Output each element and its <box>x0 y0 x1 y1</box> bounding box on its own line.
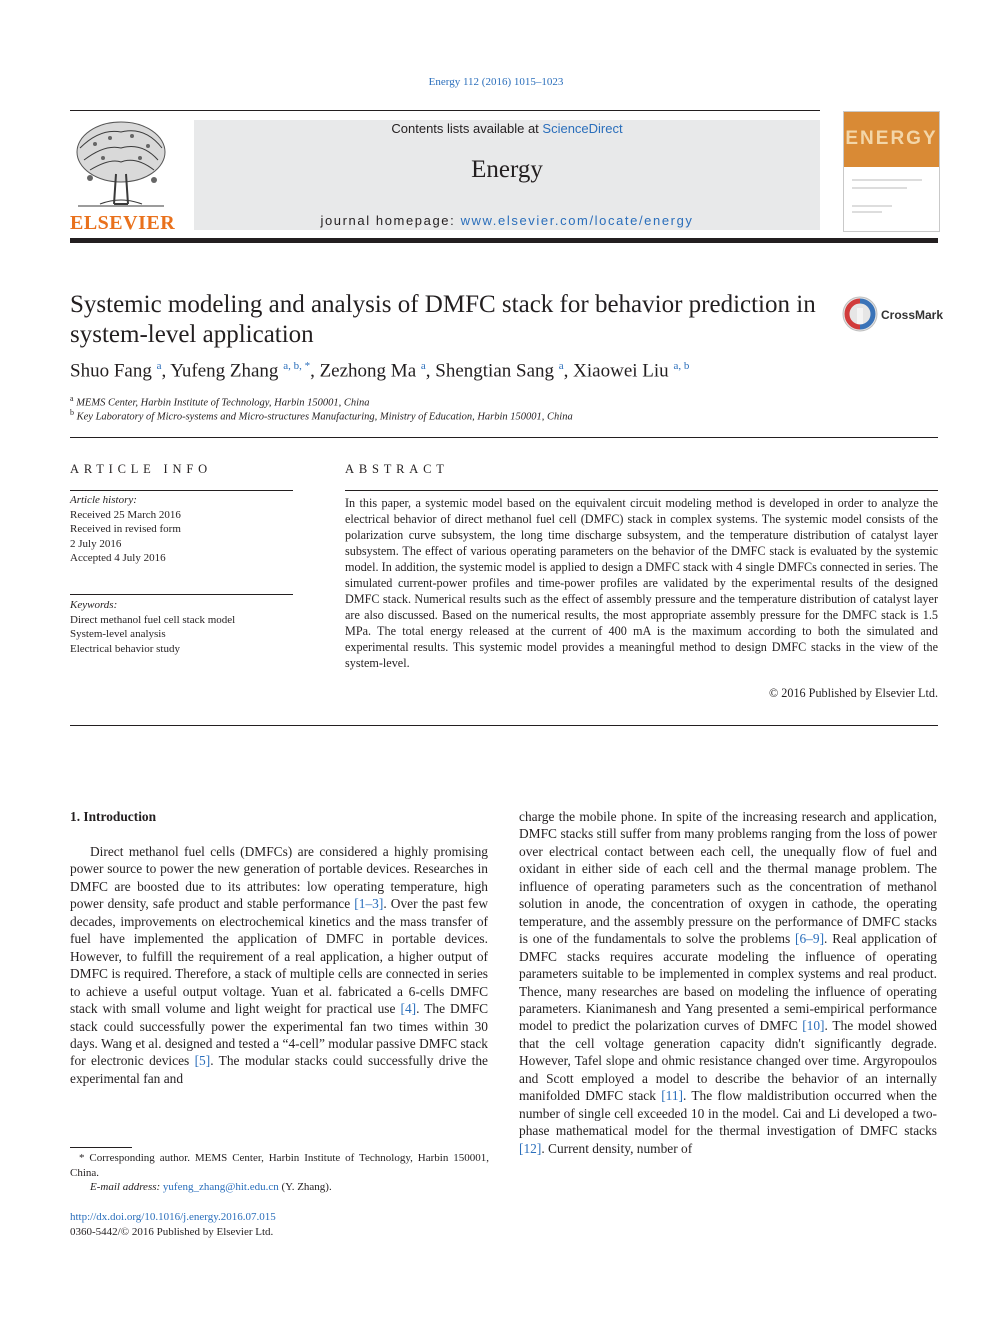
affiliation-marker: a <box>70 394 74 403</box>
keywords-rule <box>70 594 293 595</box>
citation-link[interactable]: [10] <box>802 1018 825 1034</box>
article-title: Systemic modeling and analysis of DMFC stack for behavior prediction in system-level application <box>70 291 816 348</box>
issn-line: 0360-5442/© 2016 Published by Elsevier Ltd. <box>70 1226 274 1238</box>
doi-block <box>70 1210 276 1240</box>
author-name[interactable]: Shuo Fang <box>70 360 152 382</box>
affiliation-marker: b <box>70 408 74 417</box>
affiliation-b <box>70 408 573 423</box>
article-info-rule <box>70 490 293 491</box>
email-suffix: (Y. Zhang). <box>278 1181 332 1194</box>
author-affil-marker[interactable]: a <box>156 360 162 372</box>
footnote <box>70 1151 489 1195</box>
crossmark-icon[interactable] <box>842 296 878 332</box>
history-item: Received 25 March 2016 <box>70 508 181 521</box>
homepage-link[interactable]: www.elsevier.com/locate/energy <box>460 213 694 228</box>
body-text: . The DMFC stack could successfully power the experimental fan two times within 30 days. Wang et al. designed and tested a “4-cell” modular passive DMFC stack for electronic devices <box>70 1001 489 1069</box>
citation-link[interactable]: [4] <box>400 1001 417 1017</box>
citation-link[interactable]: [1–3] <box>354 896 384 912</box>
author-name[interactable]: Zezhong Ma <box>319 360 417 382</box>
abstract-heading: ABSTRACT <box>345 462 449 476</box>
intro-heading: 1. Introduction <box>70 809 157 824</box>
body-text: . Over the past few decades, improvements on electrochemical kinetics and the mass transfer of fuel have implemented the application of DMFC in portable devices. However, to fulfill the requirement of a real application, a higher output of DMFC is required. Therefore, a stack of multiple cells are connected in series to achieve a useful output voltage. Yuan et al. fabricated a 6-cells DMFC stack with small volume and light weight for practical use <box>70 896 488 1017</box>
journal-homepage <box>194 213 820 228</box>
body-column-left <box>70 843 488 1087</box>
affiliation-text: Key Laboratory of Micro-systems and Micro-structures Manufacturing, Ministry of Education, Harbin 150001, China <box>76 411 573 423</box>
abstract-text: In this paper, a systemic model based on the equivalent circuit modeling method is developed in order to analyze the electrical behavior of direct methanol fuel cell (DMFC) stack in complex systems. The systemic model consists of the polarization curve subsystem, the long time discharge subsystem, and the temperature distribution of catalyst layer subsystem. The effect of various operating parameters on the behavior of the DMFC stack is evaluated by the systemic model. In addition, the systemic model is applied to design a DMFC stack with 4 single DMFCs connected in series. The simulated current-power profiles and time-power profiles are validated by the experimental results of the designed DMFC stack. Numerical results such as the effect of assembly pressure and the temperature distribution of catalyst layer are also discussed. Based on the numerical results, the most appropriate assembly pressure for the DMFC stack is 1.5 MPa. The total energy released at the current of 400 mA is the maximum according to both the simulated and experimental results. This systemic model provides a meaningful method to design DMFC stacks in the view of the system-level. <box>345 496 938 670</box>
doi-link[interactable]: http://dx.doi.org/10.1016/j.energy.2016.07.015 <box>70 1211 276 1223</box>
footnote-rule <box>70 1147 132 1148</box>
author-name[interactable]: Yufeng Zhang <box>170 360 279 382</box>
abstract-copyright: © 2016 Published by Elsevier Ltd. <box>768 686 938 700</box>
citation-link[interactable]: [11] <box>661 1088 684 1104</box>
author-name[interactable]: Xiaowei Liu <box>573 360 669 382</box>
header-thick-rule <box>70 238 938 243</box>
author-list: Shuo Fang $^a$, Yufeng Zhang $^{a, b, *}$, Zezhong Ma $^a$, Shengtian Sang $^a$, Xiaowei Liu $^{a, b}$ <box>70 360 690 382</box>
intro-paragraph <box>70 843 488 1087</box>
citation-link[interactable]: [6–9] <box>795 931 825 947</box>
header-rule <box>70 110 820 111</box>
journal-citation[interactable]: Energy 112 (2016) 1015–1023 <box>428 76 564 88</box>
body-text: . Real application of DMFC stacks requires accurate modeling the influence of operating parameters suitable to be implemented in complex systems and real product. Thence, many researches are based on modeling the influence of operating parameters. Kianimanesh and Yang presented a semi-empirical performance model to predict the polarization curves of DMFC <box>519 931 937 1034</box>
journal-cover-thumbnail <box>843 111 940 232</box>
citation-link[interactable]: [12] <box>519 1140 542 1156</box>
intro-paragraph-continued <box>519 808 937 1157</box>
body-text: charge the mobile phone. In spite of the increasing research and application, DMFC stacks still suffer from many problems ranging from the loss of power over electrical contact between each cell, the unequally flow of fuel and oxidant in either side of each cell and the thermal manage problem. The influence of operating parameters such as the concentration of methanol solution in anode, the concentration of oxygen in cathode, the operating temperature, and the assembly pressure on the performance of DMFC stacks is one of the fundamentals to solve the problems <box>519 809 937 947</box>
corresponding-author-note: * Corresponding author. MEMS Center, Harbin Institute of Technology, Harbin 150001, China. <box>70 1152 489 1179</box>
author-affil-marker[interactable]: a, b <box>673 360 690 372</box>
history-item: Received in revised form <box>70 523 181 536</box>
email-link[interactable]: yufeng_zhang@hit.edu.cn <box>162 1181 279 1194</box>
article-info-heading: ARTICLE INFO <box>70 462 212 476</box>
author-name[interactable]: Shengtian Sang <box>435 360 555 382</box>
keyword: Electrical behavior study <box>70 642 180 655</box>
email-note <box>70 1180 489 1195</box>
author-affil-marker[interactable]: a, b, * <box>283 360 311 372</box>
citation-link[interactable]: [5] <box>194 1053 211 1069</box>
cover-lines <box>852 172 932 222</box>
sciencedirect-link[interactable]: ScienceDirect <box>542 121 623 136</box>
abstract-rule <box>345 490 938 491</box>
journal-name: Energy <box>471 156 543 183</box>
elsevier-wordmark: ELSEVIER <box>70 212 176 234</box>
email-label: E-mail address: <box>90 1181 163 1194</box>
affiliation-text: MEMS Center, Harbin Institute of Technology, Harbin 150001, China <box>76 397 370 409</box>
history-label: Article history: <box>70 494 137 506</box>
affiliation-a <box>70 394 370 409</box>
contents-line <box>194 121 820 136</box>
homepage-prefix: journal homepage: <box>320 213 461 228</box>
cover-title: ENERGY <box>845 128 938 149</box>
body-text: Direct methanol fuel cells (DMFCs) are considered a highly promising power source to power the new generation of portable devices. Researches in DMFC are boosted due to its attributes: low operating temperature, high power density, safe product and stable performance <box>70 844 488 912</box>
author-affil-marker[interactable]: a <box>420 360 426 372</box>
crossmark-label[interactable]: CrossMark <box>881 308 944 322</box>
body-text: . Current density, number of <box>541 1140 693 1156</box>
article-history <box>70 493 300 566</box>
keywords <box>70 598 300 656</box>
body-column-right <box>519 808 937 1157</box>
keyword: Direct methanol fuel cell stack model <box>70 613 236 626</box>
body-text: . The modular stacks could successfully drive the experimental fan and <box>70 1053 488 1086</box>
body-text: . The flow maldistribution occurred when the number of single cell exceeded 10 in the model. Cai and Li developed a two-phase mathematical model for the thermal investigation of DMFC stacks <box>519 1088 937 1139</box>
keyword: System-level analysis <box>70 628 166 641</box>
history-item: 2 July 2016 <box>70 537 122 550</box>
contents-prefix: Contents lists available at <box>391 121 543 136</box>
section-rule <box>70 437 938 438</box>
author-affil-marker[interactable]: a <box>558 360 564 372</box>
section-rule <box>70 725 938 726</box>
history-item: Accepted 4 July 2016 <box>70 552 166 565</box>
keywords-label: Keywords: <box>70 599 118 611</box>
body-text: . The model showed that the cell voltage generation capacity didn't significantly degrade. However, Tafel slope and ohmic resistance changed over time. Argyropoulos and Scott employed a model to describe the behavior of an internally manifolded DMFC stack <box>519 1018 937 1104</box>
